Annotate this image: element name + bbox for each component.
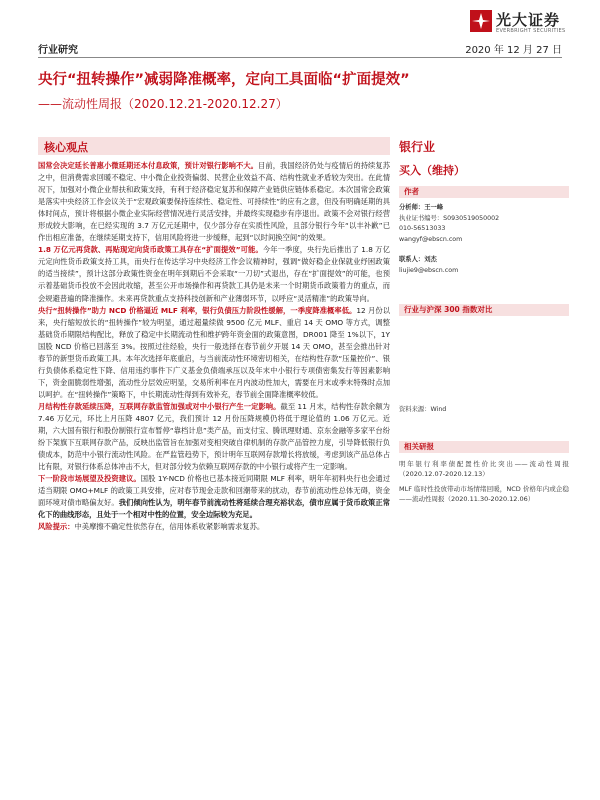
paragraph-2: [38, 244, 390, 304]
contact-line: [399, 255, 569, 266]
brand-sub: EVERBRIGHT SECURITIES: [496, 28, 566, 34]
header-divider: [38, 57, 562, 58]
author-block: [399, 203, 569, 276]
related-reports: [399, 459, 569, 509]
broker-logo: [470, 8, 570, 38]
paragraph-1-lead: 国常会决定延长普惠小微延期还本付息政策，预计对银行影响不大。: [38, 161, 259, 170]
risk-lead: 风险提示：: [38, 522, 75, 532]
paragraph-5-body: 国股 1Y-NCD 价格也已基本接近同期限 MLF 利率，明年年初料央行也会通过适当期限 OMO+MLF 的政策工具安排，应对春节现金走款和回潮带来的扰动，春节前流动性总体无碍，资金面环境对债市略偏友好。: [38, 474, 391, 508]
contact-name: 刘杰: [424, 256, 437, 263]
author-heading: 作者: [404, 187, 419, 196]
industry-rating: 买入（维持）: [399, 164, 465, 177]
related-heading: 相关研报: [404, 442, 434, 451]
risk-paragraph: [38, 521, 390, 533]
contact-label: 联系人：: [399, 256, 425, 263]
contact-email[interactable]: liujie9@ebscn.com: [399, 266, 459, 274]
paragraph-4-lead: 月结构性存款延续压降，互联网存款监管加强或对中小银行产生一定影响。: [38, 401, 281, 411]
core-heading: 核心观点: [44, 141, 88, 154]
report-date: 2020 年 12 月 27 日: [465, 45, 562, 56]
report-title: 央行“扭转操作”减弱降准概率，定向工具面临“扩面提效”: [38, 72, 410, 88]
core-body: [38, 160, 390, 533]
sunburst-logo-icon: [470, 10, 492, 32]
paragraph-1-body: 目前，我国经济仍处与疫情后的持续复苏之中，但消费需求回暖不稳定、中小微企业投资偏弱、民营企业效益不高、结构性就业矛盾较为突出。在此情况下，加强对小微企业帮扶和政策支持，有利于经济稳定复苏和保障产业链供应链体系稳定。本次国常会政策是落实中央经济工作会议关于“宏观政策要保持连续性、稳定性、可持续性”的应有之意，但没有明确延期的具体时间点，预计将根据小微企业实际经营情况进行灵活安排，并最终实现稳步有序退出。政策不会对银行经营形成较大影响，在已经实现的 3.7 万亿元延期中，仅少部分存在实质性风险，且部分银行今年“以丰补歉”已作出相应准备，在继续延期支持下，信用风险将进一步缓释，起到“以时间换空间”的效果。: [38, 161, 391, 243]
analyst-line: [399, 203, 569, 214]
paragraph-5-conclusion: 我们倾向性认为，明年春节前流动性将延续合理充裕状态，债市应属于货币政策正常化下的曲线形态，且处于一个相对中性的位置，安全边际较为充足。: [38, 498, 391, 520]
chart-heading: 行业与沪深 300 指数对比: [404, 305, 493, 314]
analyst-name: 王一峰: [424, 204, 444, 211]
related-report-1[interactable]: 明年银行利率债配置性价比突出——流动性周报（2020.12.07-2020.12.13）: [399, 460, 569, 478]
paragraph-5: [38, 473, 390, 521]
paragraph-1: [38, 160, 390, 244]
report-subtitle: ——流动性周报（2020.12.21-2020.12.27）: [38, 97, 288, 111]
related-heading-bar: [399, 441, 569, 453]
paragraph-2-body: 今年一季度，央行先后推出了 1.8 万亿元定向性货币政策支持工具，而央行在传达学习中央经济工作会议精神时，强调“做好稳企业保就业纾困政策的适当接续”，预计这部分政策性资金在明年到期后不会采取“一刀切”式退出，存在“扩面提效”的可能，也预示着基础货币投放不会因此收缩，甚至公开市场操作和再贷款工具仍是未来一个时期货币政策着力的重点，而会规避普遍的降准操作。未来再贷款重点支持科技创新和产业薄弱环节，以呼应“灵活精准”的政策导向。: [38, 245, 390, 303]
brand-name: 光大证券: [496, 11, 561, 29]
paragraph-4-body: 截至 11 月末，结构性存款余额为 7.46 万亿元，环比上月压降 4807 亿元，我们预计 12 月份压降规模仍将低于理论值的 1.06 万亿元。近期，六大国有银行和股份制银行宣布暂停“靠档计息”类产品，而支付宝、腾讯理财通、京东金融等多家平台纷纷下架旗下互联网存款产品，反映出监管旨在加强对变相突破自律机制的存款产品管控力度，引导降低银行负债成本，防范中小银行流动性风险。在严监管趋势下，预计明年互联网存款增长将放缓，考虑到该产品总体占比有限，对银行体系总体冲击不大，但对部分较为依赖互联网存款的中小银行或将产生一定影响。: [38, 401, 390, 472]
analyst-label: 分析师：: [399, 204, 425, 211]
paragraph-3-lead: 央行“扭转操作”助力 NCD 价格逼近 MLF 利率，银行负债压力阶段性缓解，一季度降准概率低。: [38, 305, 357, 315]
risk-body: 中美摩擦不确定性依然存在，信用体系收紧影响需求复苏。: [74, 522, 265, 532]
related-report-2[interactable]: MLF 临时性投放带动市场情绪回暖，NCD 价格年内或企稳——流动性周报（2020.11.30-2020.12.06）: [399, 485, 569, 503]
analyst-phone: 010-56513033: [399, 225, 446, 232]
index-comparison-chart: [399, 318, 569, 406]
core-heading-bar: [38, 137, 390, 155]
paragraph-4: [38, 401, 390, 473]
author-heading-bar: [399, 186, 569, 198]
chart-source: 资料来源：Wind: [399, 406, 447, 413]
paragraph-3-body: 12 月份以来，央行缩短放长的“扭转操作”较为明显，通过超量续做 9500 亿元 MLF、重启 14 天 OMO 等方式，调整基础货币期限结构配比，释放了稳定中长期流动性和维护跨年资金面的政策意图，DR001 降至 1%以下，1Y 国股 NCD 价格已回落至 3%。按照过往经验，央行一般选择在春节前夕开展 14 天 OMO，甚至会推出针对春节的新型货币政策工具。本年次选择年底重启，与当前流动性环境密切相关，在结构性存款“压量控价”、银行负债体系稳定性下降、信用违约事件下广义基金负债端承压以及年末中小银行专项债密集发行等因素影响下，资金面脆弱性增强，流动性分层效应明显，交易所利率在月内波动性加大，需要在月末或季末特殊时点加以呵护。在“扭转操作”策略下，中长期流动性得到有效补充，春节前全面降准概率较低。: [38, 305, 390, 399]
paragraph-5-lead: 下一阶段市场展望及投资建议。: [38, 474, 141, 484]
paragraph-3: [38, 305, 390, 401]
report-category: 行业研究: [38, 45, 78, 56]
paragraph-2-lead: 1.8 万亿元再贷款、再贴现定向货币政策工具存在“扩面提效”可能。: [38, 245, 263, 255]
analyst-cert: 执业证书编号：S0930519050002: [399, 214, 500, 222]
analyst-email[interactable]: wangyf@ebscn.com: [399, 235, 463, 243]
chart-heading-bar: [399, 304, 569, 316]
industry-name: 银行业: [399, 140, 436, 154]
